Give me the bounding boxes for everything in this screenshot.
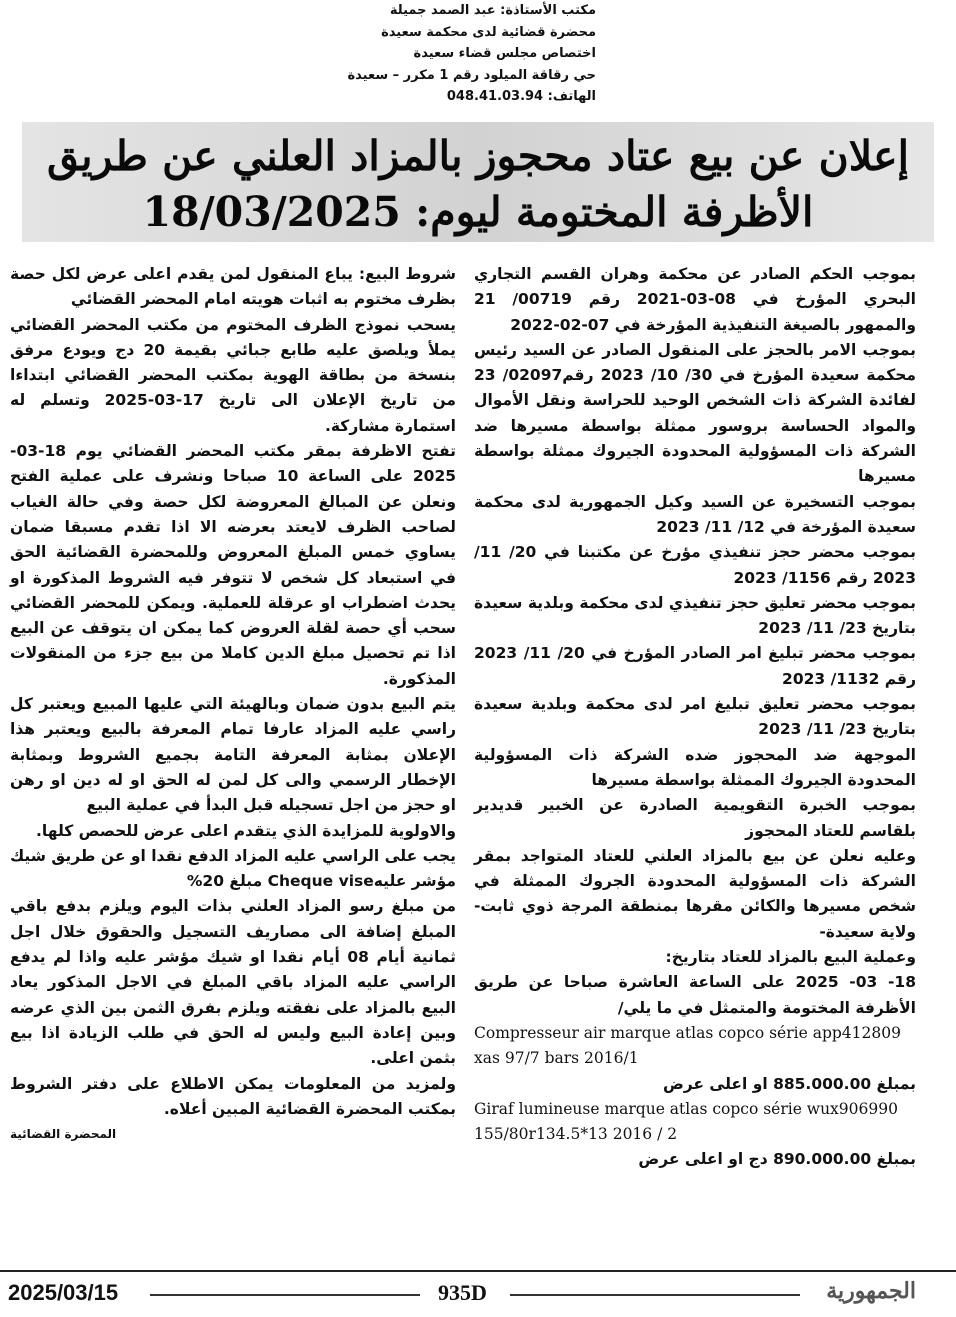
item-2-description: Giraf lumineuse marque atlas copco série wux906990 155/80r134.5*13 2016 / 2 <box>474 1099 898 1144</box>
paragraph: يجب على الراسي عليه المزاد الدفع نقدا او عن طريق شيك مؤشر عليهCheque vise مبلغ 20% <box>10 846 456 891</box>
paragraph: بموجب الخبرة التقويمية الصادرة عن الخبير قديدير بلقاسم للعتاد المحجوز <box>474 796 916 840</box>
paragraph: بموجب محضر تعليق تبليغ امر لدى محكمة وبلدية سعيدة بتاريخ 23/ 11/ 2023 <box>474 695 916 739</box>
paragraph: يتم البيع بدون ضمان وبالهيئة التي عليها المبيع ويعتبر كل راسي عليه المزاد عارفا تمام المعرفة بالبيع ويعتبر هذا الإعلان بمثابة المعرفة التامة بجميع الشروط وبمثابة الإخطار الرسمي والى كل لمن له الحق او له دين او رهن او حجز من اجل تسجيله قبل البدأ في عملية البيع <box>10 695 456 815</box>
header-line: حي رقاقة الميلود رقم 1 مكرر – سعيدة <box>347 67 596 83</box>
announcement-title-line-2: الأظرفة المختومة ليوم: 18/03/2025 <box>142 188 814 236</box>
item-1-description: Compresseur air marque atlas copco série app412809 xas 97/7 bars 2016/1 <box>474 1023 901 1068</box>
header-line: محضرة قضائية لدى محكمة سعيدة <box>381 24 596 40</box>
paragraph: بموجب محضر حجز تنفيذي مؤرخ عن مكتبنا في 20/ 11/ 2023 رقم 1156/ 2023 <box>474 543 916 587</box>
left-column <box>10 262 456 1147</box>
announcement-title-line-1: إعلان عن بيع عتاد محجوز بالمزاد العلني عن طريق <box>46 132 910 180</box>
issue-code: 935D <box>438 1280 487 1305</box>
paragraph: والاولوية للمزايدة الذي يتقدم اعلى عرض للحصص كلها. <box>36 821 456 840</box>
paragraph: شروط البيع: يباع المنقول لمن يقدم اعلى عرض لكل حصة بظرف مختوم به اثبات هويته امام المحضر القضائي <box>10 265 456 309</box>
paragraph: بموجب الحكم الصادر عن محكمة وهران القسم التجاري البحري المؤرخ في 08-03-2021 رقم 00719/ 21 والممهور بالصيغة التنفيذية المؤرخة في 07-02-2022 <box>474 265 916 334</box>
paragraph: تفتح الاظرفة بمقر مكتب المحضر القضائي يوم 18-03-2025 على الساعة 10 صباحا ونشرف على عملية الفتح ونعلن عن المبالغ المعروضة لكل حصة وفي حالة الغياب لصاحب الظرف لايعتد بعرضه الا اذا تقدم مسبقا ضمان يساوي خمس المبلغ المعروض وللمحضرة القضائية الحق في استبعاد كل شخص لا تتوفر فيه الشروط المذكورة او يحدث اضطراب او عرقلة للعملية. ويمكن للمحضر القضائي سحب أي حصة لقلة العروض كما يمكن ان يتوقف عن البيع اذا تم تحصيل مبلغ الدين كاملا من بيع جزء من المنقولات المذكورة. <box>10 442 457 688</box>
header-line: الهاتف: 048.41.03.94 <box>446 89 596 104</box>
footer-divider <box>150 1294 420 1296</box>
paragraph: بموجب محضر تبليغ امر الصادر المؤرخ في 20/ 11/ 2023 رقم 1132/ 2023 <box>474 644 916 688</box>
paragraph: بموجب التسخيرة عن السيد وكيل الجمهورية لدى محكمة سعيدة المؤرخة في 12/ 11/ 2023 <box>474 492 916 536</box>
bailiff-office-header <box>200 0 596 108</box>
page-footer <box>0 1270 956 1317</box>
paragraph: 18- 03- 2025 على الساعة العاشرة صباحا عن طريق الأظرفة المختومة والمتمثل في ما يلي/ <box>474 973 916 1017</box>
item-2-price: بمبلغ 890.000.00 دج او اعلى عرض <box>638 1150 916 1169</box>
paragraph: بموجب محضر تعليق حجز تنفيذي لدى محكمة وبلدية سعيدة بتاريخ 23/ 11/ 2023 <box>474 593 916 638</box>
header-line: اختصاص مجلس قضاء سعيدة <box>413 46 596 61</box>
footer-divider <box>510 1294 800 1296</box>
issue-date: 2025/03/15 <box>8 1280 119 1305</box>
paragraph: الموجهة ضد المحجوز ضده الشركة ذات المسؤولية المحدودة الجيروك الممثلة بواسطة مسيرها <box>474 745 916 789</box>
paragraph: وعليه نعلن عن بيع بالمزاد العلني للعتاد المتواجد بمقر الشركة ذات المسؤولية المحدودة الجروك الممثلة في شخص مسيرها والكائن مقرها بمنطقة المرجة ذوي ثابت-ولاية سعيدة- <box>474 846 916 941</box>
signature: المحضرة القضائية <box>10 1127 117 1142</box>
paragraph: وعملية البيع بالمزاد للعتاد بتاريخ: <box>665 948 916 967</box>
paragraph: ولمزيد من المعلومات يمكن الاطلاع على دفتر الشروط بمكتب المحضرة القضائية المبين أعلاه. <box>10 1074 456 1118</box>
newspaper-logo: الجمهورية <box>826 1278 916 1304</box>
paragraph: من مبلغ رسو المزاد العلني بذات اليوم ويلزم بدفع باقي المبلغ إضافة الى مصاريف التسجيل والحقوق خلال اجل ثمانية أيام 08 أيام نقدا او شيك مؤشر عليه واذا لم يدفع الراسي عليه المزاد باقي المبلغ في الاجل المذكور يعاد البيع بالمزاد على نفقته ويلزم بفرق الثمن بين الذي عرضه وبين إعادة البيع وليس له الحق في طلب الزيادة اذا بيع بثمن اعلى. <box>10 897 456 1068</box>
paragraph: يسحب نموذج الظرف المختوم من مكتب المحضر القضائي يملأ ويلصق عليه طابع جبائي بقيمة 20 دج ويودع مرفق بنسخة من بطاقة الهوية بمكتب المحضر القضائي ابتداءا من تاريخ الإعلان الى تاريخ 17-03-2025 وتسلم له استمارة مشاركة. <box>10 315 456 435</box>
right-column <box>474 262 916 1173</box>
paragraph: بموجب الامر بالحجز على المنقول الصادر عن السيد رئيس محكمة سعيدة المؤرخ في 30/ 10/ 2023 رقم02097/ 23 لفائدة الشركة ذات الشخص الوحيد للحراسة ونقل الأموال والمواد الحساسة بروسور ممثلة بواسطة مسيرها ضد الشركة ذات المسؤولية المحدودة الجيروك ممثلة بواسطة مسيرها <box>474 340 916 486</box>
header-line: مكتب الأستاذة: عبد الصمد جميلة <box>389 3 596 18</box>
item-1-price: بمبلغ 885.000.00 او اعلى عرض <box>662 1074 916 1093</box>
